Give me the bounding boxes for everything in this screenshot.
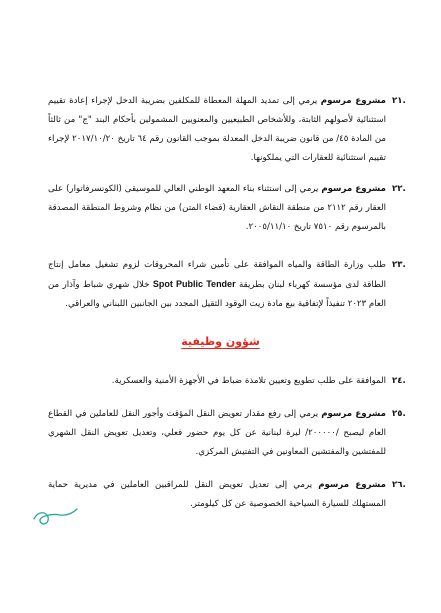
- item-lead: مشروع مرسوم: [321, 409, 386, 419]
- agenda-item-26: [48, 476, 386, 514]
- item-number: ٢٣.: [392, 260, 406, 270]
- agenda-item-24: [48, 372, 386, 391]
- item-text: خلال شهري شباط وآذار من العام ٢٠٢٣ تنفيذاً لإتفاقية بيع مادة زيت الوقود الثقيل المجدد بين الجانبين اللبناني والعراقي.: [48, 280, 386, 309]
- agenda-item-21: [48, 92, 386, 168]
- item-number: ٢٤.: [392, 376, 406, 386]
- item-text: طلب وزارة الطاقة والمياه الموافقة على تأمين شراء المحروقات لزوم تشغيل معامل إنتاج الطاقة لدى مؤسسة كهرباء لبنان بطريقة: [48, 260, 386, 290]
- item-text: يرمي إلى رفع مقدار تعويض النقل المؤقت وأجور النقل للعاملين في القطاع العام ليصبح /٢٠٠٠٠٠/ ليرة لبنانية عن كل يوم حضور فعلي، وتعديل تعويض النقل الشهري للمفتشين والمفتشين المعاونين في التفتيش المركزي.: [48, 409, 386, 457]
- item-lead: مشروع مرسوم: [318, 480, 386, 490]
- item-text: يرمي إلى تعديل تعويض النقل للمراقبين العاملين في مديرية حماية المستهلك للسيارة السياحية الخصوصية عن كل كيلومتر.: [48, 480, 386, 509]
- agenda-item-23: [48, 256, 386, 314]
- item-text: يرمي إلى استثناء بناء المعهد الوطني العالي للموسيقى (الكونسرفاتوار) على العقار رقم ٢١١٢ من منطقة النقاش العقارية (قضاء المتن) من نظام وشروط المنطقة المصدقة بالمرسوم رقم ٧٥١٠ تاريخ ٢٠٠٥/١١/١٠.: [48, 184, 386, 232]
- section-heading: شؤون وظيفية: [181, 335, 260, 348]
- agenda-item-25: [48, 405, 386, 462]
- item-number: ٢١.: [392, 96, 406, 106]
- item-number: ٢٢.: [392, 184, 406, 194]
- item-lead: مشروع مرسوم: [320, 96, 386, 106]
- item-number: ٢٥.: [392, 409, 406, 419]
- agenda-item-22: [48, 180, 386, 237]
- handwritten-signature: [30, 505, 80, 531]
- item-text: يرمي إلى تمديد المهلة المعطاة للمكلفين بضريبة الدخل لإجراء إعادة تقييم استثنائية لأصولهم الثابتة، وللأشخاص الطبيعيين والمعنويين المشمولين بأحكام البند "ج" من ثالثاً من المادة ٤٥/ من قانون ضريبة الدخل المعدلة بموجب القانون رقم ٦٤ تاريخ ٢٠١٧/١٠/٢٠ لإجراء تقييم استثنائية للعقارات التي يملكونها.: [48, 96, 386, 163]
- tender-method: Spot Public Tender: [152, 279, 236, 289]
- item-text: الموافقة على طلب تطويع وتعيين تلامذة ضباط في الأجهزة الأمنية والعسكرية.: [111, 376, 386, 386]
- item-number: ٢٦.: [392, 480, 406, 490]
- item-lead: مشروع مرسوم: [321, 184, 386, 194]
